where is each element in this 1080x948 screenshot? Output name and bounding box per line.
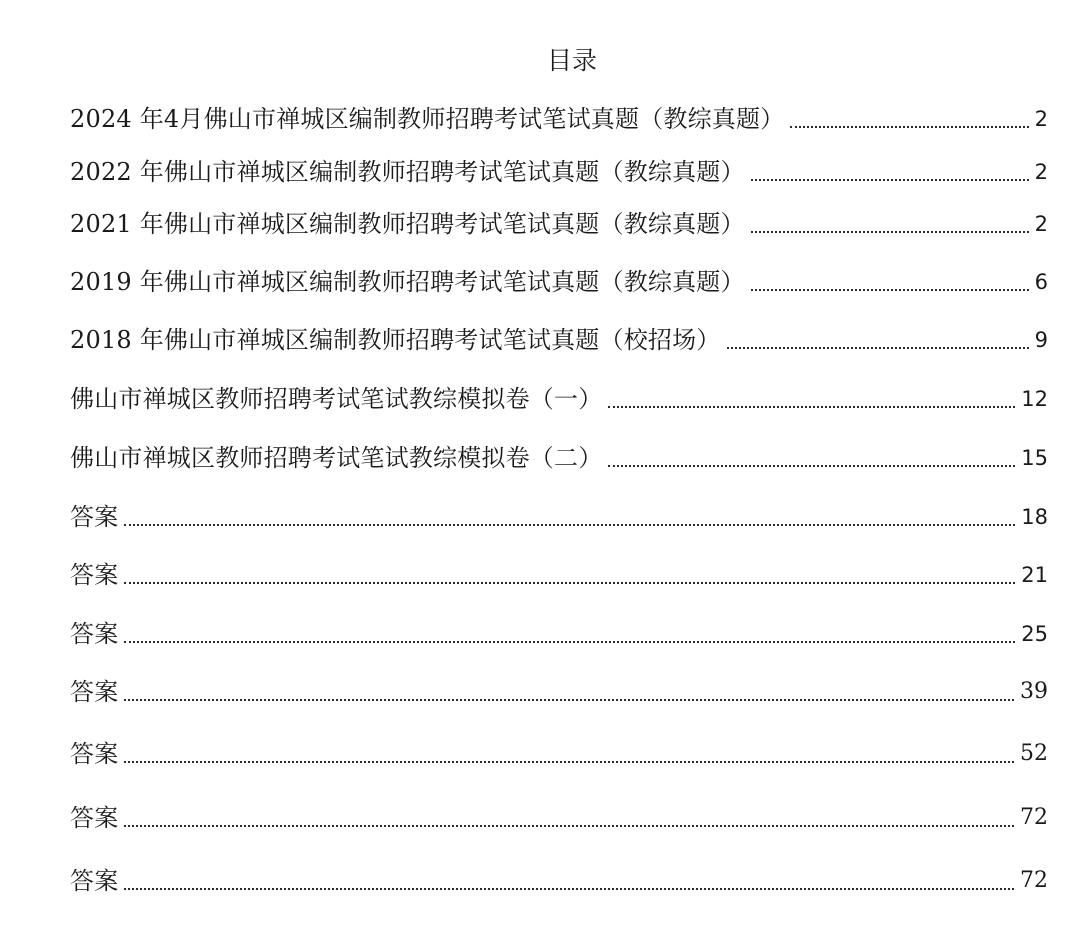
toc-dot-leader xyxy=(608,465,1015,467)
toc-dot-leader xyxy=(124,524,1015,526)
toc-entry-page: 9 xyxy=(1034,328,1048,352)
toc-entry-page: 6 xyxy=(1034,270,1048,294)
toc-entry xyxy=(70,319,1048,355)
toc-title: 目录 xyxy=(546,46,597,75)
toc-entry xyxy=(70,261,1048,297)
toc-entry-page: 25 xyxy=(1021,622,1048,646)
toc-entry-page: 72 xyxy=(1020,805,1048,830)
toc-entry xyxy=(70,860,1048,896)
toc-dot-leader xyxy=(124,825,1014,827)
toc-entry-text: 2021 年佛山市禅城区编制教师招聘考试笔试真题（教综真题） xyxy=(70,210,745,238)
toc-entry-page: 21 xyxy=(1021,563,1048,587)
toc-entry xyxy=(70,613,1048,649)
toc-entry xyxy=(70,554,1048,590)
toc-dot-leader xyxy=(751,231,1029,233)
toc-entry xyxy=(70,671,1048,707)
toc-dot-leader xyxy=(727,347,1029,349)
toc-entry xyxy=(70,797,1048,833)
toc-entry xyxy=(70,203,1048,239)
toc-entry xyxy=(70,733,1048,769)
toc-dot-leader xyxy=(124,641,1015,643)
toc-entry-page: 2 xyxy=(1034,107,1048,131)
toc-entry-page: 72 xyxy=(1020,868,1048,893)
toc-entry-page: 12 xyxy=(1021,387,1048,411)
toc-entry-page: 15 xyxy=(1021,446,1048,470)
toc-entry-page: 39 xyxy=(1020,679,1048,704)
toc-entry xyxy=(70,437,1048,473)
toc-dot-leader xyxy=(124,582,1015,584)
toc-entry-text: 2018 年佛山市禅城区编制教师招聘考试笔试真题（校招场） xyxy=(70,326,721,354)
toc-dot-leader xyxy=(124,699,1014,701)
toc-entry xyxy=(70,378,1048,414)
toc-entry xyxy=(70,496,1048,532)
toc-entry-text: 佛山市禅城区教师招聘考试笔试教综模拟卷（二） xyxy=(70,444,603,472)
toc-entry-page: 18 xyxy=(1021,505,1048,529)
toc-entry-text: 2024 年4月佛山市禅城区编制教师招聘考试笔试真题（教综真题） xyxy=(70,105,785,133)
toc-entry-text: 2022 年佛山市禅城区编制教师招聘考试笔试真题（教综真题） xyxy=(70,158,745,186)
toc-entry-text: 2019 年佛山市禅城区编制教师招聘考试笔试真题（教综真题） xyxy=(70,268,745,296)
toc-entry-text: 答案 xyxy=(70,804,119,832)
toc-entry-page: 2 xyxy=(1034,160,1048,184)
toc-entry-text: 佛山市禅城区教师招聘考试笔试教综模拟卷（一） xyxy=(70,385,603,413)
toc-dot-leader xyxy=(751,289,1029,291)
toc-dot-leader xyxy=(790,126,1028,128)
toc-dot-leader xyxy=(751,179,1029,181)
toc-dot-leader xyxy=(608,406,1015,408)
toc-entry xyxy=(70,98,1048,134)
toc-entry-text: 答案 xyxy=(70,561,119,589)
toc-entry-text: 答案 xyxy=(70,678,119,706)
toc-entry-page: 52 xyxy=(1020,741,1048,766)
toc-entry-page: 2 xyxy=(1034,212,1048,236)
toc-dot-leader xyxy=(124,761,1014,763)
toc-entry xyxy=(70,151,1048,187)
toc-entry-text: 答案 xyxy=(70,620,119,648)
toc-entry-text: 答案 xyxy=(70,503,119,531)
toc-entry-text: 答案 xyxy=(70,740,119,768)
toc-dot-leader xyxy=(124,888,1014,890)
toc-entry-text: 答案 xyxy=(70,867,119,895)
